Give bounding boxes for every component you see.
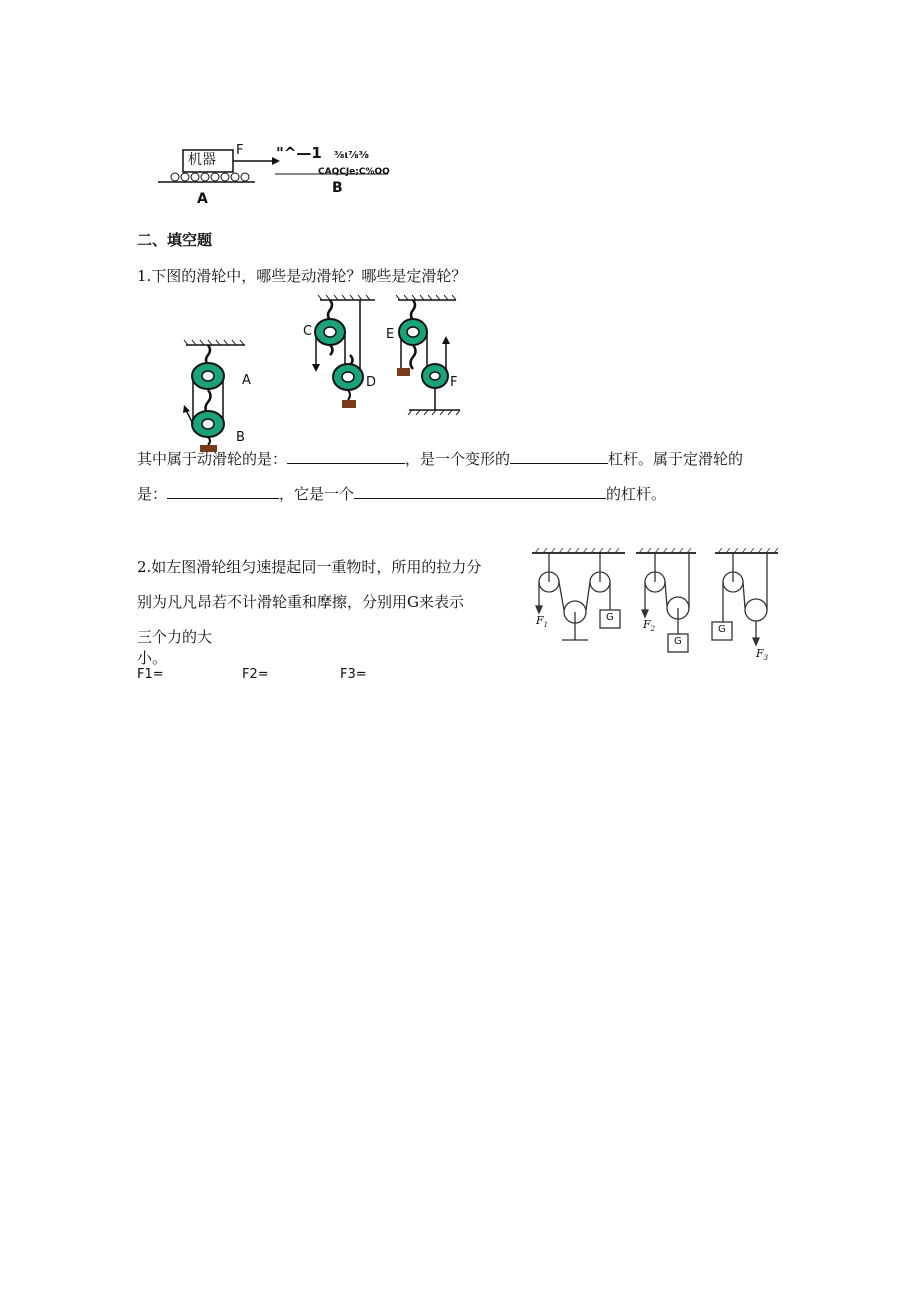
pulley-label-f: F: [450, 375, 458, 390]
pulley-label-b: B: [236, 430, 245, 445]
q1-line2-text-a: 是：: [137, 485, 168, 503]
q1-line1-text-b: ，是一个变形的: [405, 450, 511, 468]
garbled-text-line1: "^—1: [276, 144, 322, 162]
q1-line1-text-c: 杠杆。属于定滑轮的: [608, 450, 744, 468]
pulley-label-c: C: [303, 324, 313, 339]
machine-label: 机器: [188, 152, 216, 168]
weight-g-2: G: [674, 636, 682, 647]
f2-answer[interactable]: F2=: [242, 667, 269, 682]
q1-line1-text-a: 其中属于动滑轮的是：: [137, 450, 288, 468]
q1-line2-text-b: ，它是一个: [279, 485, 355, 503]
garbled-text-line2: CAQCJe;C%OO: [318, 167, 390, 177]
q2-line3: 三个力的大: [137, 628, 213, 646]
force-f2-label: $F_2$: [643, 618, 656, 634]
figure-a-label: A: [197, 191, 208, 207]
pulley-label-d: D: [366, 375, 377, 390]
pulley-label-e: E: [386, 327, 395, 342]
pulley-label-a: A: [242, 373, 251, 388]
q1-line2-text-c: 的杠杆。: [606, 485, 667, 503]
section-title: 二、填空题: [137, 231, 213, 249]
weight-g-3: G: [718, 624, 726, 635]
f1-answer[interactable]: F1=: [137, 667, 164, 682]
q2-line2: 别为凡凡昂若不计滑轮重和摩擦，分别用G来表示: [137, 593, 464, 611]
q1-question: 1.下图的滑轮中，哪些是动滑轮？哪些是定滑轮？: [137, 267, 467, 285]
f3-answer[interactable]: F3=: [340, 667, 367, 682]
force-label: F: [236, 143, 244, 158]
weight-g-1: G: [606, 612, 614, 623]
q2-line1: 2.如左图滑轮组匀速提起同一重物时，所用的拉力分: [137, 558, 482, 576]
force-f1-label: $F_1$: [536, 614, 549, 630]
garbled-text-sub: ⅜ι⅞⅜: [334, 150, 369, 161]
figure-b-label: B: [332, 180, 343, 196]
force-f3-label: $F_3$: [756, 647, 769, 663]
q2-line4: 小。: [137, 649, 168, 667]
